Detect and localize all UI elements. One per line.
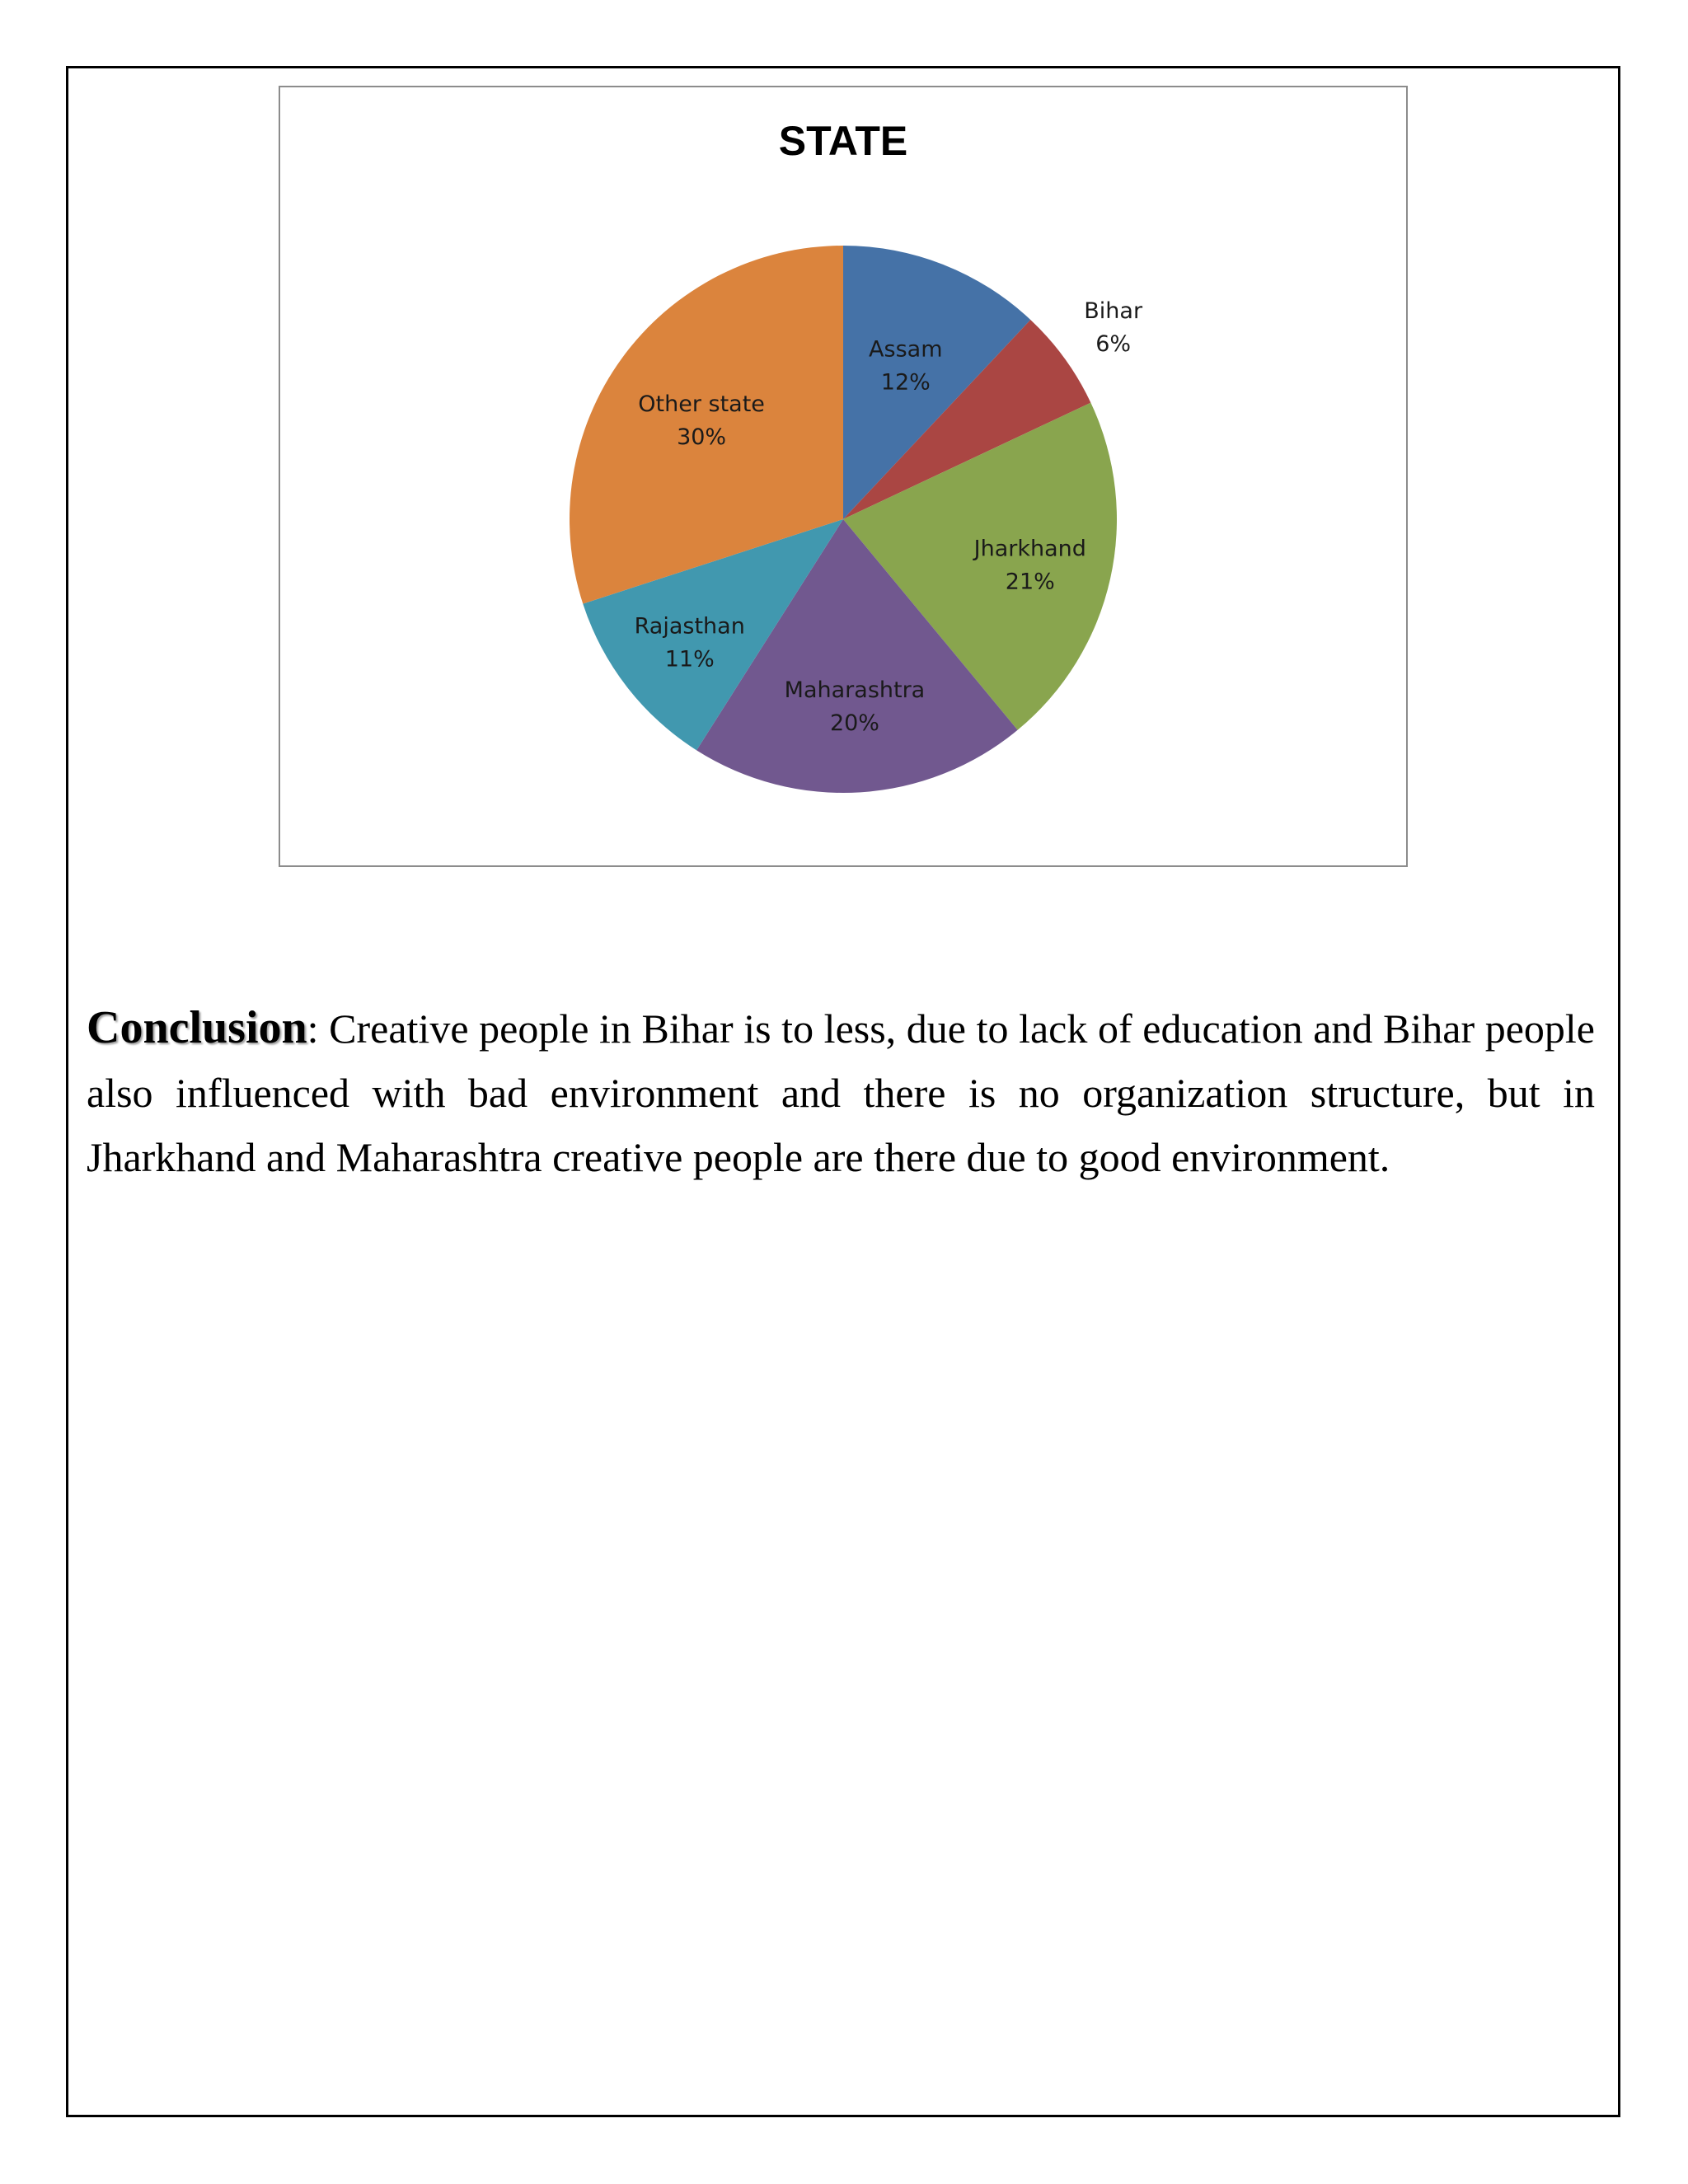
pie-label-name: Bihar (1084, 298, 1143, 324)
pie-label-percent: 20% (829, 710, 879, 737)
pie-label-percent: 6% (1095, 330, 1132, 357)
conclusion-heading: Conclusion (87, 1002, 307, 1053)
pie-label-percent: 30% (677, 424, 727, 451)
pie-label-name: Rajasthan (634, 613, 745, 640)
pie-chart-svg (280, 87, 1406, 865)
chart-title: STATE (778, 118, 908, 164)
pie-label-percent: 12% (880, 369, 931, 396)
pie-label-percent: 11% (664, 646, 715, 673)
conclusion-paragraph (87, 996, 1595, 1189)
pie-label-name: Other state (638, 391, 765, 418)
pie-label-name: Maharashtra (784, 677, 926, 704)
conclusion-separator: : (307, 1005, 319, 1052)
pie-label-name: Assam (869, 336, 943, 363)
pie-label-name: Jharkhand (973, 536, 1086, 562)
pie-label-percent: 21% (1005, 569, 1055, 595)
pie-chart (279, 86, 1408, 867)
conclusion-text: Creative people in Bihar is to less, due to lack of education and Bihar people also influenced with bad environment and there is no organization structure, but in Jharkhand and Maharashtra creative people are there due to good environment. (87, 1005, 1595, 1180)
